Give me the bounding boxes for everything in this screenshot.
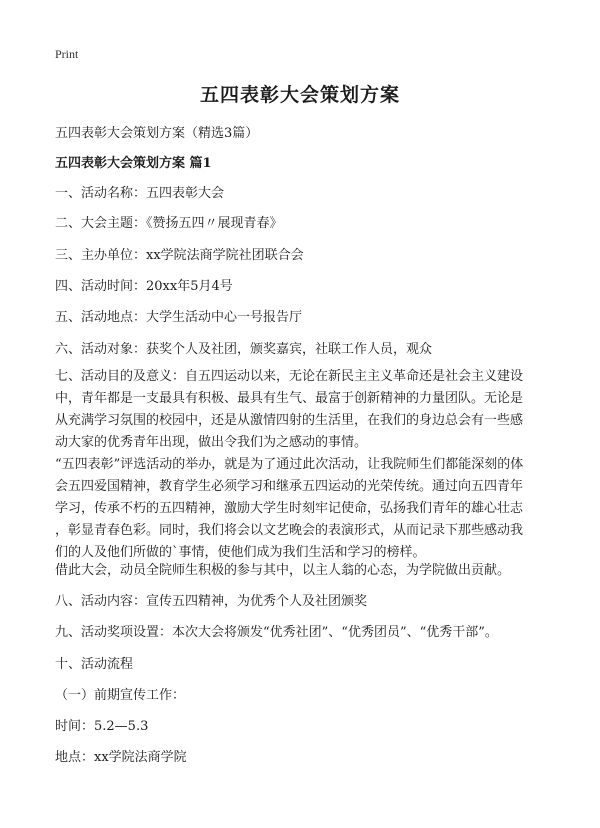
award-line: ，彰显青春色彩。同时，我们将会以文艺晚会的表演形式，从而记录下那些感动我 <box>55 523 524 538</box>
purpose-line: 从充满学习氛围的校园中，还是从激情四射的生活里，在我们的身边总会有一些感 <box>55 413 524 428</box>
prep-heading: （一）前期宣传工作： <box>55 688 186 703</box>
page-title: 五四表彰大会策划方案 <box>199 84 400 106</box>
mobilize-text: 借此大会，动员全院师生积极的参与其中，以主人翁的心态，为学院做出贡献。 <box>55 563 511 578</box>
item-audience: 六、活动对象：获奖个人及社团，颁奖嘉宾，社联工作人员，观众 <box>55 342 433 357</box>
prep-time: 时间：5.2—5.3 <box>55 719 149 734</box>
purpose-paragraph <box>55 366 555 454</box>
item-name: 一、活动名称：五四表彰大会 <box>55 186 225 201</box>
purpose-line: 动大家的优秀青年出现，做出令我们为之感动的事情。 <box>55 435 368 450</box>
item-time: 四、活动时间：20xx年5月4号 <box>55 279 233 294</box>
purpose-line: 七、活动目的及意义：自五四运动以来，无论在新民主主义革命还是社会主义建设 <box>55 369 524 384</box>
subtitle: 五四表彰大会策划方案（精选3篇） <box>55 126 259 141</box>
item-location: 五、活动地点：大学生活动中心一号报告厅 <box>55 310 303 325</box>
prep-place: 地点：xx学院法商学院 <box>55 750 187 765</box>
print-label: Print <box>55 47 79 61</box>
item-organizer: 三、主办单位：xx学院法商学院社团联合会 <box>55 248 304 263</box>
award-line: “五四表彰”评选活动的举办，就是为了通过此次活动，让我院师生们都能深刻的体 <box>55 457 524 472</box>
purpose-line: 中，青年都是一支最具有积极、最具有生气、最富于创新精神的力量团队。无论是 <box>55 391 524 406</box>
item-awards-setting: 九、活动奖项设置：本次大会将颁发“优秀社团”、“优秀团员”、“优秀干部”。 <box>55 625 498 640</box>
item-theme: 二、大会主题：《赞扬五四〃展现青春》 <box>55 216 283 231</box>
award-line: 们的人及他们所做的`事情，使他们成为我们生活和学习的榜样。 <box>55 545 426 560</box>
section-heading: 五四表彰大会策划方案 篇1 <box>55 156 212 171</box>
item-content: 八、活动内容：宣传五四精神，为优秀个人及社团颁奖 <box>55 594 368 609</box>
award-line: 学习，传承不朽的五四精神，激励大学生时刻牢记使命，弘扬我们青年的雄心壮志 <box>55 501 524 516</box>
award-paragraph <box>55 454 555 564</box>
award-line: 会五四爱国精神，教育学生必须学习和继承五四运动的光荣传统。通过向五四青年 <box>55 479 524 494</box>
item-flow: 十、活动流程 <box>55 657 134 672</box>
